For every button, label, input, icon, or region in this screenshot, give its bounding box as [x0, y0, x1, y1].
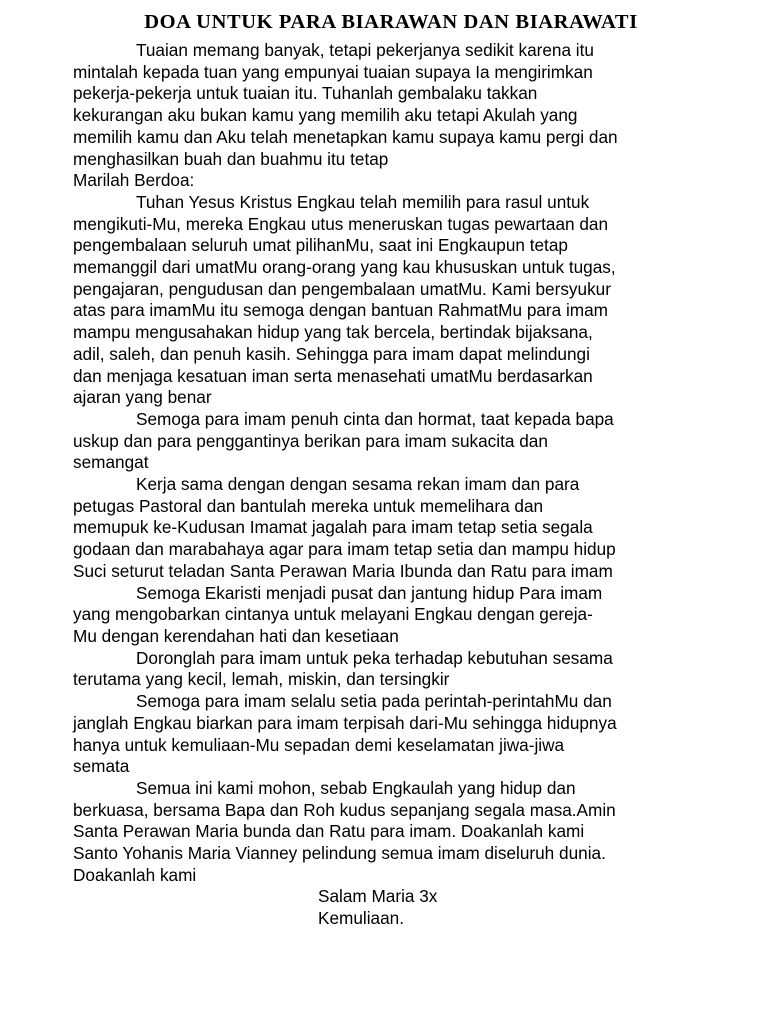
text-line: janglah Engkau biarkan para imam terpisah dari-Mu sehingga hidupnya: [73, 712, 617, 733]
text-line: menghasilkan buah dan buahmu itu tetap: [73, 148, 389, 169]
text-line: Tuaian memang banyak, tetapi pekerjanya sedikit karena itu: [136, 40, 594, 60]
intro-paragraph: [73, 40, 709, 170]
text-line: Santo Yohanis Maria Vianney pelindung semua imam diseluruh dunia.: [73, 843, 606, 864]
text-line: pengajaran, pengudusan dan pengembalaan umatMu. Kami bersyukur: [73, 278, 611, 299]
text-line: Doakanlah kami: [73, 864, 197, 885]
document-body: [73, 40, 709, 930]
text-line: uskup dan para penggantinya berikan para imam sukacita dan: [73, 430, 548, 451]
prayer-paragraph: [73, 409, 709, 474]
text-line: Santa Perawan Maria bunda dan Ratu para imam. Doakanlah kami: [73, 821, 585, 842]
closing-line: Salam Maria 3x: [318, 886, 438, 907]
text-line: memanggil dari umatMu orang-orang yang kau khususkan untuk tugas,: [73, 257, 616, 278]
closing-line: Kemuliaan.: [318, 908, 404, 929]
text-line: berkuasa, bersama Bapa dan Roh kudus sepanjang segala masa.Amin: [73, 799, 616, 820]
text-line: mintalah kepada tuan yang empunyai tuaian supaya Ia mengirimkan: [73, 61, 593, 82]
prayer-paragraph: [73, 583, 709, 648]
prayer-paragraph: [73, 691, 709, 778]
text-line: mengikuti-Mu, mereka Engkau utus meneruskan tugas pewartaan dan: [73, 213, 609, 234]
text-line: Semua ini kami mohon, sebab Engkaulah yang hidup dan: [136, 777, 576, 798]
text-line: Semoga para imam selalu setia pada perintah-perintahMu dan: [136, 691, 612, 712]
text-line: atas para imamMu itu semoga dengan bantuan RahmatMu para imam: [73, 300, 609, 321]
text-line: petugas Pastoral dan bantulah mereka untuk memelihara dan: [73, 495, 544, 516]
document-page: [73, 8, 709, 930]
text-line: mampu mengusahakan hidup yang tak bercela, bertindak bijaksana,: [73, 322, 593, 343]
text-line: semata: [73, 756, 130, 777]
text-line: godaan dan marabahaya agar para imam tetap setia dan mampu hidup: [73, 539, 616, 560]
text-line: Semoga para imam penuh cinta dan hormat, taat kepada bapa: [136, 408, 614, 429]
text-line: memupuk ke-Kudusan Imamat jagalah para imam tetap setia segala: [73, 517, 593, 538]
text-line: ajaran yang benar: [73, 387, 212, 408]
text-line: Doronglah para imam untuk peka terhadap kebutuhan sesama: [136, 647, 613, 668]
text-line: Mu dengan kerendahan hati dan kesetiaan: [73, 625, 399, 646]
text-line: semangat: [73, 452, 149, 473]
text-line: Semoga Ekaristi menjadi pusat dan jantung hidup Para imam: [136, 582, 603, 603]
text-line: kekurangan aku bukan kamu yang memilih aku tetapi Akulah yang: [73, 105, 578, 126]
prayer-paragraph: [73, 192, 709, 409]
prayer-paragraph: [73, 778, 709, 821]
text-line: terutama yang kecil, lemah, miskin, dan tersingkir: [73, 669, 450, 690]
invitation-line: Marilah Berdoa:: [73, 170, 195, 191]
document-title: DOA UNTUK PARA BIARAWAN DAN BIARAWATI: [144, 11, 638, 33]
prayer-paragraph: [73, 648, 709, 691]
text-line: Kerja sama dengan dengan sesama rekan imam dan para: [136, 474, 580, 495]
text-line: memilih kamu dan Aku telah menetapkan kamu supaya kamu pergi dan: [73, 126, 618, 147]
text-line: pengembalaan seluruh umat pilihanMu, saat ini Engkaupun tetap: [73, 235, 568, 256]
text-line: dan menjaga kesatuan iman serta menasehati umatMu berdasarkan: [73, 365, 593, 386]
text-line: hanya untuk kemuliaan-Mu sepadan demi keselamatan jiwa-jiwa: [73, 734, 565, 755]
text-line: adil, saleh, dan penuh kasih. Sehingga para imam dapat melindungi: [73, 343, 590, 364]
closing-block: [318, 886, 709, 929]
final-paragraph: [73, 821, 709, 886]
text-line: Suci seturut teladan Santa Perawan Maria Ibunda dan Ratu para imam: [73, 560, 613, 581]
text-line: Tuhan Yesus Kristus Engkau telah memilih para rasul untuk: [136, 191, 590, 212]
prayer-paragraph: [73, 474, 709, 583]
text-line: yang mengobarkan cintanya untuk melayani Engkau dengan gereja-: [73, 604, 593, 625]
text-line: pekerja-pekerja untuk tuaian itu. Tuhanlah gembalaku takkan: [73, 83, 538, 104]
